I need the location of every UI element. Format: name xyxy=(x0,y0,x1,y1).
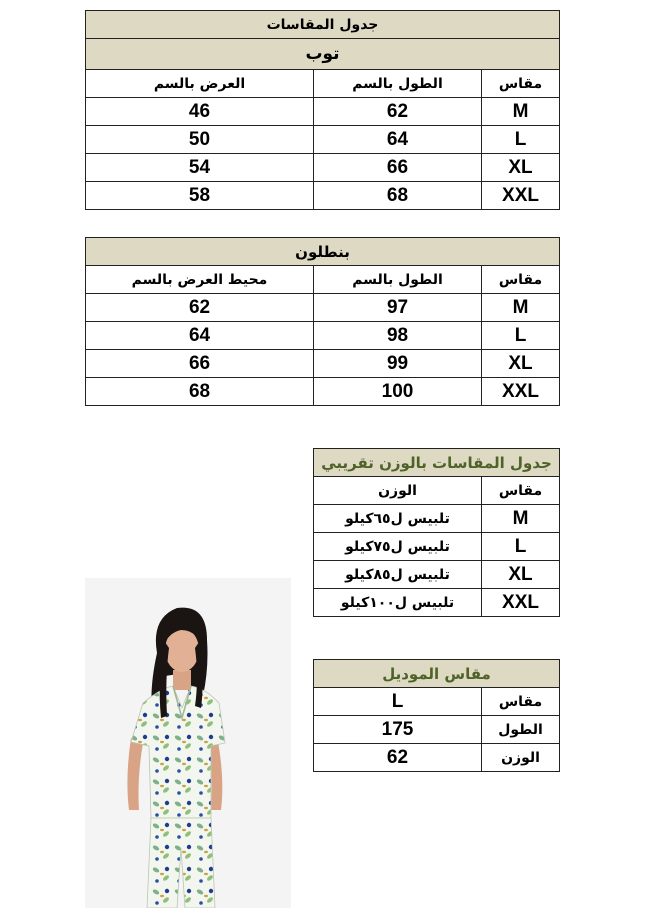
top-title: توب xyxy=(86,39,560,70)
weight-title: جدول المقاسات بالوزن تقريبي xyxy=(314,449,560,477)
cell: 64 xyxy=(314,126,482,154)
cell: 68 xyxy=(314,182,482,210)
cell: L xyxy=(482,126,560,154)
cell: M xyxy=(482,505,560,533)
cell: L xyxy=(482,533,560,561)
model-photo xyxy=(85,578,291,908)
header-size: مقاس xyxy=(482,266,560,294)
model-size-title: مقاس الموديل xyxy=(314,660,560,688)
cell: XL xyxy=(482,154,560,182)
pants-title: بنطلون xyxy=(86,238,560,266)
cell: 46 xyxy=(86,98,314,126)
header-length: الطول بالسم xyxy=(314,266,482,294)
cell: 64 xyxy=(86,322,314,350)
cell: XL xyxy=(482,350,560,378)
cell: 98 xyxy=(314,322,482,350)
cell: الطول xyxy=(482,716,560,744)
cell: 175 xyxy=(314,716,482,744)
cell: 66 xyxy=(314,154,482,182)
pants-size-table xyxy=(85,237,560,406)
cell: XL xyxy=(482,561,560,589)
cell: XXL xyxy=(482,378,560,406)
cell: 100 xyxy=(314,378,482,406)
cell: XXL xyxy=(482,182,560,210)
header-waist: محيط العرض بالسم xyxy=(86,266,314,294)
cell: تلبيس ل١٠٠كيلو xyxy=(314,589,482,617)
cell: 97 xyxy=(314,294,482,322)
cell: M xyxy=(482,98,560,126)
cell: 62 xyxy=(314,98,482,126)
cell: 99 xyxy=(314,350,482,378)
top-size-table xyxy=(85,10,560,210)
cell: M xyxy=(482,294,560,322)
cell: L xyxy=(314,688,482,716)
header-size: مقاس xyxy=(482,477,560,505)
cell: 66 xyxy=(86,350,314,378)
cell: الوزن xyxy=(482,744,560,772)
cell: 68 xyxy=(86,378,314,406)
cell: L xyxy=(482,322,560,350)
cell: 58 xyxy=(86,182,314,210)
header-length: الطول بالسم xyxy=(314,70,482,98)
main-title: جدول المقاسات xyxy=(86,11,560,39)
cell: تلبيس ل٧٥كيلو xyxy=(314,533,482,561)
cell: تلبيس ل٨٥كيلو xyxy=(314,561,482,589)
header-width: العرض بالسم xyxy=(86,70,314,98)
cell: 62 xyxy=(86,294,314,322)
header-weight: الوزن xyxy=(314,477,482,505)
cell: مقاس xyxy=(482,688,560,716)
model-size-table xyxy=(313,659,560,772)
weight-size-table xyxy=(313,448,560,617)
cell: XXL xyxy=(482,589,560,617)
cell: 50 xyxy=(86,126,314,154)
cell: 62 xyxy=(314,744,482,772)
cell: تلبيس ل٦٥كيلو xyxy=(314,505,482,533)
cell: 54 xyxy=(86,154,314,182)
header-size: مقاس xyxy=(482,70,560,98)
